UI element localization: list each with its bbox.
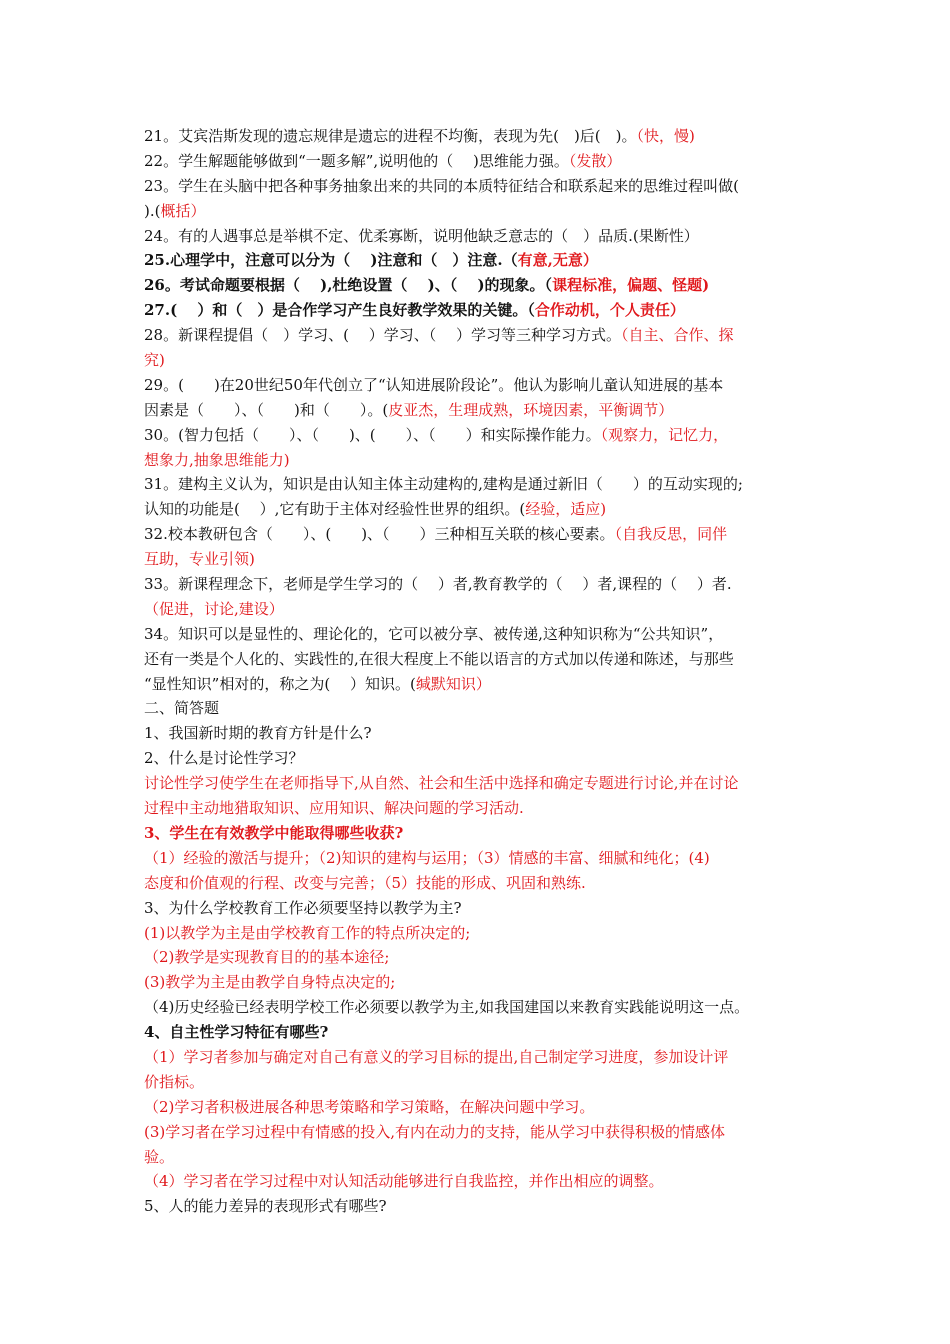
question-23-cont: ).(概括） <box>144 201 206 220</box>
question-26: 26。考试命题要根据（ ),杜绝设置（ )、（ )的现象。（课程标准，偏题、怪题) <box>144 276 710 295</box>
answer: 合作动机，个人责任） <box>534 301 685 320</box>
document-body <box>144 124 812 1219</box>
answer: 想象力,抽象思维能力) <box>144 450 290 469</box>
question-29-cont: 因素是（ ）、（ )和（ ）。(皮亚杰，生理成熟，环境因素，平衡调节） <box>144 400 674 419</box>
answer: （快，慢) <box>636 127 695 145</box>
question-23: 23。学生在头脑中把各种事务抽象出来的共同的本质特征结合和联系起来的思维过程叫做( <box>144 176 739 195</box>
short-question-3b: 3、为什么学校教育工作必须要坚持以教学为主? <box>144 898 462 917</box>
answer-4-4: （4）学习者在学习过程中对认知活动能够进行自我监控，并作出相应的调整。 <box>144 1172 664 1191</box>
answer-4-1-cont: 价指标。 <box>144 1072 205 1091</box>
answer: 课程标准，偏题、怪题) <box>552 276 710 295</box>
short-question-2: 2、什么是讨论性学习？ <box>144 749 304 768</box>
answer-3b-2: （2)教学是实现教育目的的基本途径; <box>144 948 390 967</box>
question-29: 29。( )在20世纪50年代创立了“认知进展阶段论”。他认为影响儿童认知进展的基本 <box>144 375 724 394</box>
answer-3b-4: （4)历史经验已经表明学校工作必须要以教学为主,如我国建国以来教育实践能说明这一点。 <box>144 998 750 1017</box>
answer: 皮亚杰，生理成熟，环境因素，平衡调节） <box>388 400 674 419</box>
answer-3b-3: (3)教学为主是由教学自身特点决定的; <box>144 973 396 992</box>
answer: （发散） <box>568 151 622 170</box>
question-30: 30。(智力包括（ ）、（ )、( ）、（ ）和实际操作能力。（观察力，记忆力， <box>144 425 729 444</box>
answer-3a-cont: 态度和价值观的行程、改变与完善；（5）技能的形成、巩固和熟练. <box>144 873 586 892</box>
question-28-cont <box>144 348 812 373</box>
answer-3a: （1）经验的激活与提升；（2)知识的建构与运用；（3）情感的丰富、细腻和纯化；(4) <box>144 848 710 867</box>
question-24: 24。有的人遇事总是举棋不定、优柔寡断，说明他缺乏意志的（ ）品质.(果断性） <box>144 226 699 245</box>
question-31: 31。建构主义认为，知识是由认知主体主动建构的,建构是通过新旧（ ）的互动实现的; <box>144 475 743 494</box>
short-question-3a: 3、学生在有效教学中能取得哪些收获? <box>144 823 404 842</box>
answer: 有意,无意） <box>517 251 598 270</box>
question-31-cont: 认知的功能是( ）,它有助于主体对经验性世界的组织。(经验，适应) <box>144 500 607 519</box>
answer: （促进，讨论,建设） <box>144 599 284 618</box>
short-question-1: 1、我国新时期的教育方针是什么? <box>144 724 372 743</box>
answer-2-cont: 过程中主动地猎取知识、应用知识、解决问题的学习活动. <box>144 799 524 818</box>
question-25: 25.心理学中，注意可以分为（ )注意和（ ）注意.（有意,无意） <box>144 251 598 270</box>
question-30-cont <box>144 448 812 473</box>
section-heading: 二、简答题 <box>144 699 220 718</box>
question-32: 32.校本教研包含（ ）、( )、（ ）三种相互关联的核心要素。（自我反思，同伴 <box>144 525 728 544</box>
question-34-cont: 还有一类是个人化的、实践性的,在很大程度上不能以语言的方式加以传递和陈述，与那些 <box>144 649 734 668</box>
answer: （观察力，记忆力， <box>600 425 729 444</box>
short-question-4: 4、自主性学习特征有哪些? <box>144 1023 329 1042</box>
answer-2: 讨论性学习使学生在老师指导下,从自然、社会和生活中选择和确定专题进行讨论,并在讨论 <box>144 774 739 793</box>
answer: 缄默知识） <box>415 674 491 693</box>
question-34: 34。知识可以是显性的、理论化的，它可以被分享、被传递,这种知识称为“公共知识”， <box>144 624 724 643</box>
question-22: 22。学生解题能够做到“一题多解”,说明他的（ )思维能力强。（发散） <box>144 151 622 170</box>
answer: 互助，专业引领) <box>144 550 255 569</box>
short-question-5: 5、人的能力差异的表现形式有哪些? <box>144 1197 387 1216</box>
question-33: 33。新课程理念下，老师是学生学习的（ ）者,教育教学的（ ）者,课程的（ ）者. <box>144 575 732 594</box>
answer-4-3: (3)学习者在学习过程中有情感的投入,有内在动力的支持，能从学习中获得积极的情感体 <box>144 1122 726 1141</box>
question-21: 21。艾宾浩斯发现的遗忘规律是遗忘的进程不均衡，表现为先( )后( )。（快，慢) <box>144 127 695 145</box>
question-27: 27.( ）和（ ）是合作学习产生良好教学效果的关键。（合作动机，个人责任） <box>144 301 685 320</box>
answer: 究) <box>144 351 165 370</box>
answer-4-2: （2)学习者积极进展各种思考策略和学习策略，在解决问题中学习。 <box>144 1097 595 1116</box>
question-33-cont <box>144 597 812 622</box>
question-34-cont: “显性知识”相对的，称之为( ）知识。(缄默知识） <box>144 674 491 693</box>
question-32-cont <box>144 547 812 572</box>
answer-4-3-cont: 验。 <box>144 1147 175 1166</box>
answer-3b-1: (1)以教学为主是由学校教育工作的特点所决定的; <box>144 923 471 942</box>
answer: 经验，适应) <box>525 500 607 519</box>
answer: （自我反思，同伴 <box>614 525 728 544</box>
question-28: 28。新课程提倡（ ）学习、( ）学习、（ ）学习等三种学习方式。（自主、合作、探 <box>144 326 734 345</box>
answer: 概括） <box>160 201 206 220</box>
answer: （自主、合作、探 <box>620 326 734 345</box>
answer-4-1: （1）学习者参加与确定对自己有意义的学习目标的提出,自己制定学习进度，参加设计评 <box>144 1047 729 1066</box>
